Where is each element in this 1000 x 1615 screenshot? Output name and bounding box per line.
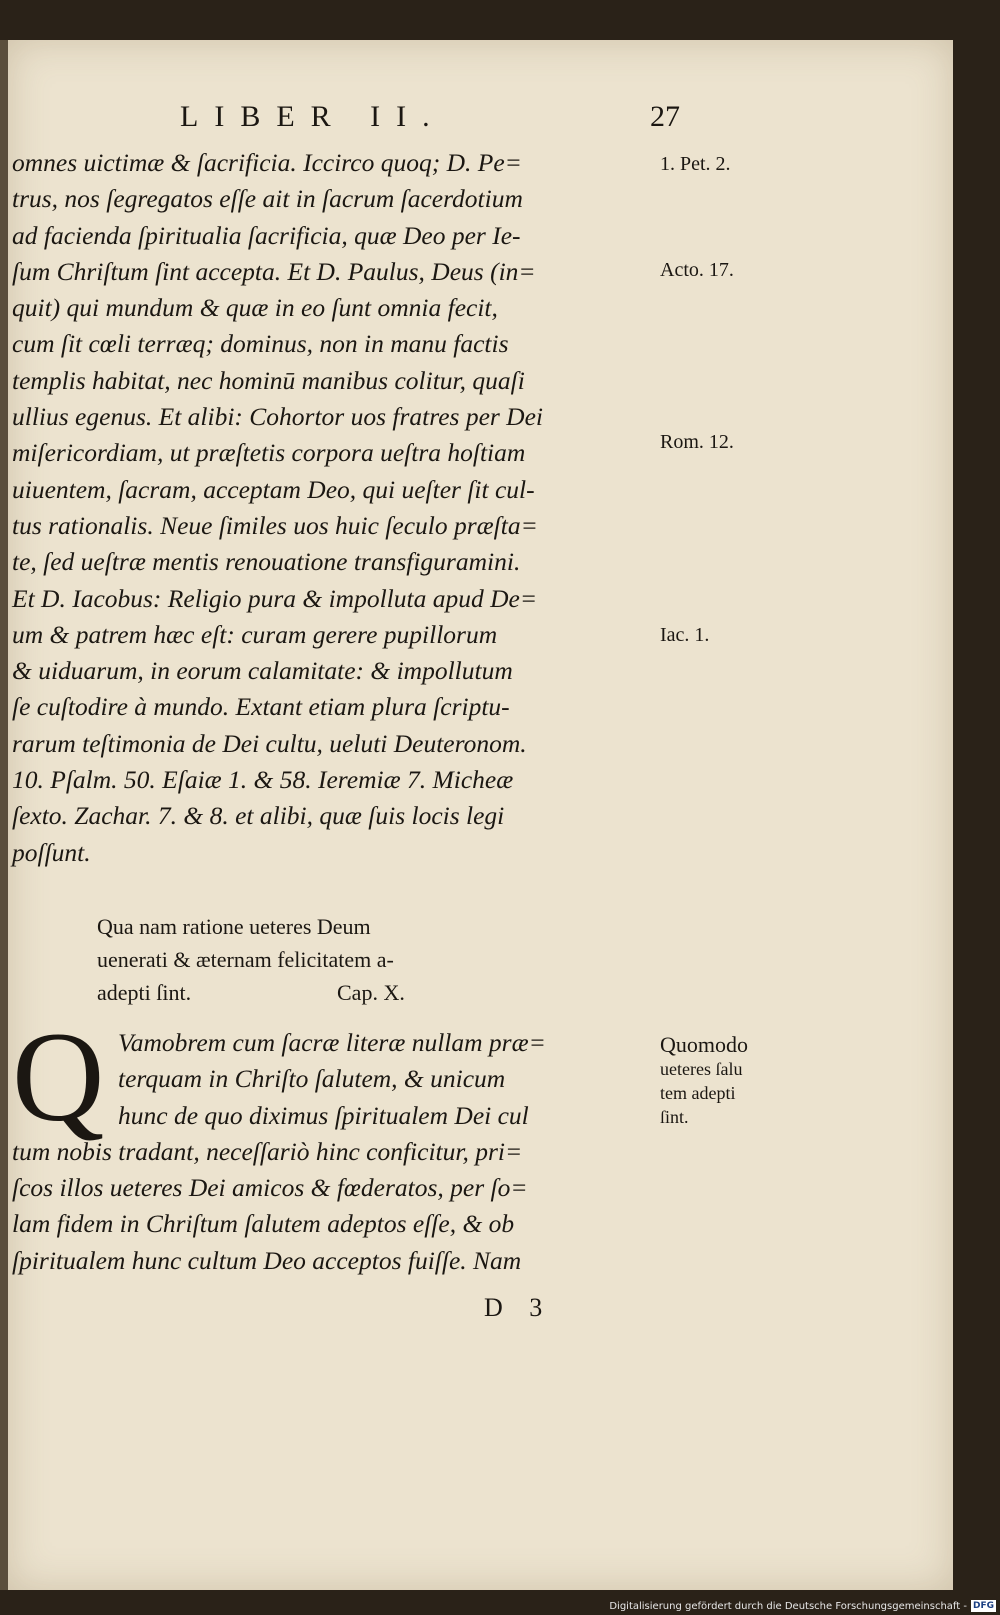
text-line: tum nobis tradant, neceſſariò hinc conficitur, pri= [12, 1136, 523, 1166]
text-line: rarum teſtimonia de Dei cultu, ueluti Deuteronom. [12, 728, 527, 758]
marginal-note-line: ſint. [660, 1107, 689, 1127]
text-line: omnes uictimæ & ſacrificia. Iccirco quoq; D. Pe= [12, 148, 522, 177]
signature-mark: D 3 [484, 1293, 553, 1322]
marginal-note: Acto. 17. [660, 259, 734, 281]
text-line: tus rationalis. Neue ſimiles uos huic ſeculo præſta= [12, 510, 538, 540]
running-head [180, 100, 680, 140]
text-line: ſexto. Zachar. 7. & 8. et alibi, quæ ſuis locis legi [12, 801, 505, 831]
text-line: hunc de quo diximus ſpiritualem Dei cul [118, 1100, 529, 1130]
chapter-heading-line: adepti ſint. [97, 980, 192, 1005]
marginal-note: 1. Pet. 2. [660, 153, 731, 175]
text-line: 10. Pſalm. 50. Eſaiæ 1. & 58. Ieremiæ 7. Micheæ [12, 765, 514, 795]
text-line: um & patrem hæc eſt: curam gerere pupillorum [12, 619, 498, 649]
text-line: quit) qui mundum & quæ in eo ſunt omnia fecit, [12, 293, 498, 323]
marginal-note: Rom. 12. [660, 431, 734, 453]
digitization-footer [609, 1599, 996, 1613]
marginal-note-block [660, 1033, 780, 1129]
chapter-heading-line: Qua nam ratione ueteres Deum [97, 914, 371, 939]
dfg-logo: DFG [972, 1601, 994, 1611]
text-line: ullius egenus. Et alibi: Cohortor uos fratres per Dei [12, 402, 544, 432]
marginal-note-line: tem adepti [660, 1083, 736, 1103]
marginal-note-line: ueteres ſalu [660, 1059, 743, 1079]
text-line: poſſunt. [12, 837, 91, 867]
chapter-label: Cap. X. [337, 980, 405, 1005]
text-line: te, ſed ueſtræ mentis renouatione transfiguramini. [12, 547, 521, 577]
text-line: ſe cuſtodire à mundo. Extant etiam plura ſcriptu- [12, 692, 510, 722]
text-line: terquam in Chriſto ſalutem, & unicum [118, 1064, 506, 1094]
text-line: ſpiritualem hunc cultum Deo acceptos fuiſſe. Nam [12, 1245, 522, 1275]
text-line: miſericordiam, ut præſtetis corpora ueſtra hoſtiam [12, 438, 526, 468]
drop-cap-initial: Q [12, 1006, 105, 1148]
footer-text: Digitalisierung gefördert durch die Deutsche Forschungsgemeinschaft - [609, 1600, 967, 1612]
chapter-heading [97, 910, 577, 1009]
text-line: ſum Chriſtum ſint accepta. Et D. Paulus, Deus (in= [12, 256, 536, 286]
text-line: lam fidem in Chriſtum ſalutem adeptos eſſe, & ob [12, 1209, 515, 1239]
text-line: Et D. Iacobus: Religio pura & impolluta apud De= [12, 583, 538, 613]
text-line: cum ſit cœli terræq; dominus, non in manu factis [12, 329, 509, 359]
page-number: 27 [650, 100, 680, 133]
text-line: uiuentem, ſacram, acceptam Deo, qui ueſter ſit cul- [12, 474, 535, 504]
main-text-block [12, 145, 672, 871]
section-text-block [12, 1025, 662, 1279]
text-line: & uiduarum, in eorum calamitate: & impollutum [12, 656, 513, 686]
text-line: templis habitat, nec hominū manibus colitur, quaſi [12, 365, 525, 395]
marginal-note-line: Quomodo [660, 1032, 748, 1057]
running-title: LIBER II. [180, 100, 446, 133]
text-line: Vamobrem cum ſacræ literæ nullam præ= [118, 1028, 546, 1057]
text-line: trus, nos ſegregatos eſſe ait in ſacrum ſacerdotium [12, 184, 523, 214]
chapter-heading-line: uenerati & æternam felicitatem a- [97, 947, 394, 972]
marginal-note: Iac. 1. [660, 624, 710, 646]
text-line: ſcos illos ueteres Dei amicos & fœderatos, per ſo= [12, 1173, 528, 1203]
text-line: ad facienda ſpiritualia ſacrificia, quæ Deo per Ie- [12, 220, 521, 250]
